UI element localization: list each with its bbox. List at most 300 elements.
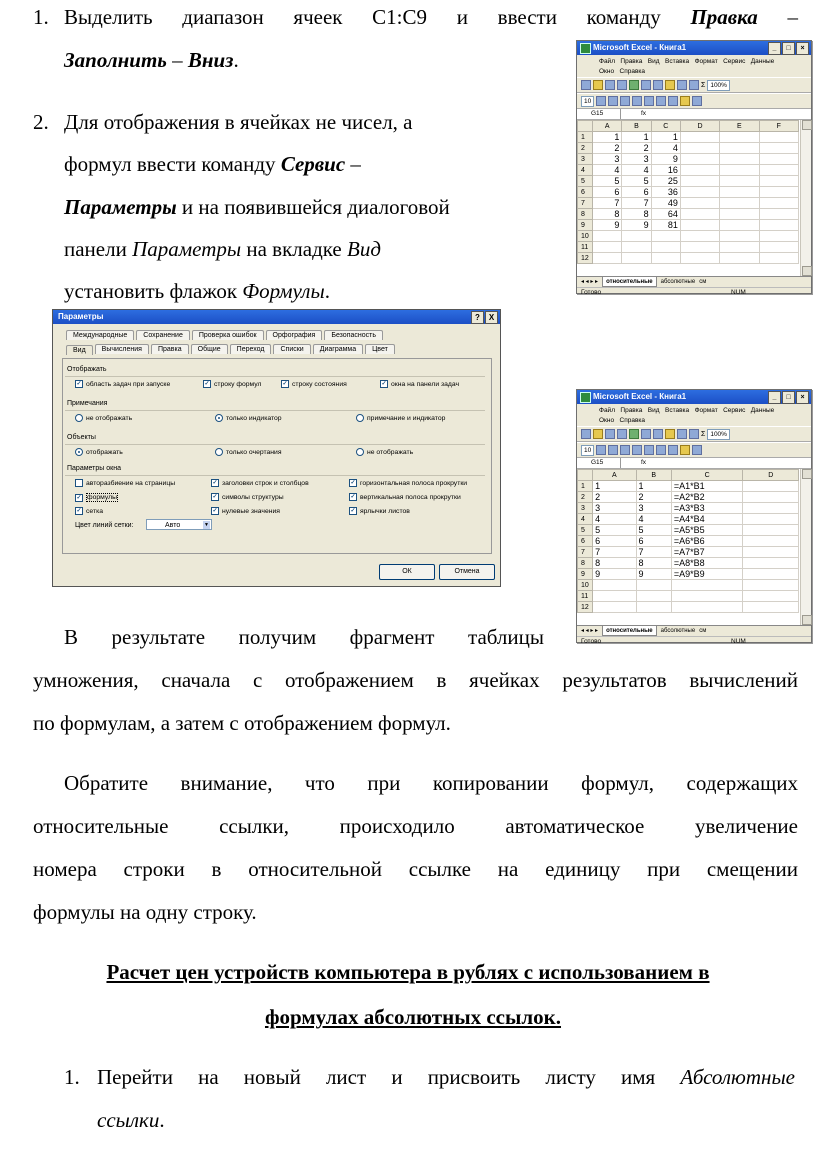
- cell[interactable]: [743, 602, 799, 613]
- cell[interactable]: 6: [622, 187, 651, 198]
- merge-icon[interactable]: [620, 96, 630, 106]
- cell[interactable]: [720, 242, 759, 253]
- cell[interactable]: [680, 165, 719, 176]
- indent-more-icon[interactable]: [668, 445, 678, 455]
- checkbox-taskpane[interactable]: ✓ область задач при запуске: [76, 380, 171, 388]
- cell[interactable]: =A2*B2: [671, 492, 743, 503]
- copy-icon[interactable]: [653, 429, 663, 439]
- cell[interactable]: [636, 591, 671, 602]
- border-icon[interactable]: [608, 96, 618, 106]
- cell[interactable]: [759, 220, 798, 231]
- cell[interactable]: [680, 198, 719, 209]
- cell[interactable]: [671, 591, 743, 602]
- cell[interactable]: 4: [622, 165, 651, 176]
- cell[interactable]: [759, 242, 798, 253]
- fill-color-icon[interactable]: [680, 96, 690, 106]
- column-header[interactable]: C: [651, 121, 680, 132]
- spell-icon[interactable]: [629, 429, 639, 439]
- cell[interactable]: =A4*B4: [671, 514, 743, 525]
- table-row: [578, 242, 799, 253]
- row-header[interactable]: 3: [578, 503, 593, 514]
- row-header[interactable]: 2: [578, 492, 593, 503]
- column-header[interactable]: D: [680, 121, 719, 132]
- cell[interactable]: =A8*B8: [671, 558, 743, 569]
- cell[interactable]: [680, 209, 719, 220]
- cell[interactable]: [593, 602, 636, 613]
- checkbox-sheet-tabs[interactable]: ✓ ярлычки листов: [350, 507, 410, 515]
- undo-icon[interactable]: [677, 429, 687, 439]
- cell[interactable]: [759, 165, 798, 176]
- row-header[interactable]: 4: [578, 165, 593, 176]
- cell[interactable]: [680, 242, 719, 253]
- cell[interactable]: [720, 176, 759, 187]
- row-header[interactable]: 9: [578, 220, 593, 231]
- cell[interactable]: =A1*B1: [671, 481, 743, 492]
- radio-objects-hide[interactable]: не отображать: [356, 448, 413, 456]
- radio-notes-none[interactable]: не отображать: [75, 414, 132, 422]
- cell[interactable]: 2: [636, 492, 671, 503]
- menu-window[interactable]: Окно: [599, 417, 615, 424]
- save-icon[interactable]: [605, 80, 615, 90]
- cell[interactable]: 36: [651, 187, 680, 198]
- cell[interactable]: [680, 132, 719, 143]
- vertical-scrollbar[interactable]: [800, 469, 811, 625]
- table-row: [578, 198, 799, 209]
- grid-color-select[interactable]: Авто ▼: [146, 519, 212, 530]
- print-icon[interactable]: [617, 80, 627, 90]
- cell[interactable]: 3: [593, 154, 622, 165]
- font-size-select[interactable]: 10: [581, 96, 594, 107]
- menu-view[interactable]: Вид: [647, 407, 660, 414]
- radio-objects-outline[interactable]: только очертания: [215, 448, 282, 456]
- new-icon[interactable]: [581, 80, 591, 90]
- cell[interactable]: 81: [651, 220, 680, 231]
- cell[interactable]: [743, 492, 799, 503]
- cell[interactable]: [743, 591, 799, 602]
- cell[interactable]: [680, 143, 719, 154]
- sheet-tabs: [577, 276, 811, 287]
- menu-file[interactable]: Файл: [599, 407, 615, 414]
- cell[interactable]: 8: [593, 558, 636, 569]
- status-num: NUM: [731, 638, 746, 645]
- cell[interactable]: [743, 514, 799, 525]
- para2-line2: относительные ссылки, происходило автоматическое увеличение: [33, 814, 798, 838]
- cell[interactable]: =A6*B6: [671, 536, 743, 547]
- cell[interactable]: 1: [651, 132, 680, 143]
- close-icon[interactable]: ×: [796, 42, 809, 55]
- row-header[interactable]: 12: [578, 253, 593, 264]
- tab-nav-arrows[interactable]: ◂ ◂ ▸ ▸: [581, 628, 599, 634]
- font-color-icon[interactable]: [692, 96, 702, 106]
- menu-data[interactable]: Данные: [750, 407, 775, 414]
- sheet-tab-other[interactable]: см: [699, 279, 707, 285]
- cell[interactable]: [743, 580, 799, 591]
- column-header[interactable]: B: [622, 121, 651, 132]
- spell-icon[interactable]: [629, 80, 639, 90]
- column-header[interactable]: D: [743, 470, 799, 481]
- cell[interactable]: [680, 231, 719, 242]
- cell[interactable]: 7: [636, 547, 671, 558]
- open-icon[interactable]: [593, 80, 603, 90]
- cell[interactable]: 7: [593, 547, 636, 558]
- column-header[interactable]: E: [720, 121, 759, 132]
- cell[interactable]: 9: [593, 569, 636, 580]
- open-icon[interactable]: [593, 429, 603, 439]
- print-icon[interactable]: [617, 429, 627, 439]
- tab-color[interactable]: Цвет: [365, 344, 395, 354]
- sheet-tab-relative[interactable]: относительные: [602, 626, 657, 636]
- row-header[interactable]: 8: [578, 558, 593, 569]
- menu-format[interactable]: Формат: [694, 407, 718, 414]
- checkbox-zero-values[interactable]: ✓ нулевые значения: [212, 507, 280, 515]
- cell[interactable]: [593, 242, 622, 253]
- row-header[interactable]: 5: [578, 176, 593, 187]
- status-num: NUM: [731, 289, 746, 296]
- select-all-corner[interactable]: [578, 470, 593, 481]
- select-all-corner[interactable]: [578, 121, 593, 132]
- row-header[interactable]: 9: [578, 569, 593, 580]
- column-header[interactable]: C: [671, 470, 743, 481]
- cell[interactable]: [671, 602, 743, 613]
- minimize-icon[interactable]: _: [768, 42, 781, 55]
- cell[interactable]: [680, 220, 719, 231]
- cell[interactable]: 1: [593, 132, 622, 143]
- table-row: [578, 580, 799, 591]
- close-icon[interactable]: ×: [796, 391, 809, 404]
- paste-icon[interactable]: [665, 429, 675, 439]
- cell[interactable]: [720, 198, 759, 209]
- tab-chart[interactable]: Диаграмма: [313, 344, 363, 354]
- menu-tools[interactable]: Сервис: [723, 407, 746, 414]
- cell[interactable]: 5: [593, 176, 622, 187]
- tab-edit[interactable]: Правка: [151, 344, 189, 354]
- row-header[interactable]: 2: [578, 143, 593, 154]
- checkbox-taskbar-windows[interactable]: ✓ окна на панели задач: [381, 380, 460, 388]
- cell[interactable]: [680, 187, 719, 198]
- row-header[interactable]: 1: [578, 481, 593, 492]
- row-header[interactable]: 3: [578, 154, 593, 165]
- cell[interactable]: [720, 253, 759, 264]
- undo-icon[interactable]: [677, 80, 687, 90]
- cancel-button[interactable]: Отмена: [439, 564, 495, 580]
- bold-icon[interactable]: [596, 96, 606, 106]
- cell[interactable]: 7: [593, 198, 622, 209]
- tab-spelling[interactable]: Орфография: [266, 330, 323, 340]
- group-objects-label: Объекты: [67, 434, 96, 441]
- maximize-icon[interactable]: □: [782, 42, 795, 55]
- list-number: 1.: [33, 5, 49, 29]
- cell[interactable]: 6: [593, 187, 622, 198]
- menu-tools[interactable]: Сервис: [723, 58, 746, 65]
- table-row: [578, 165, 799, 176]
- cell[interactable]: [759, 209, 798, 220]
- item3-line1: Перейти на новый лист и присвоить листу имя Абсолютные: [97, 1065, 795, 1089]
- menu-help[interactable]: Справка: [619, 417, 646, 424]
- cell[interactable]: 5: [622, 176, 651, 187]
- excel-app-icon: [580, 392, 591, 403]
- indent-more-icon[interactable]: [668, 96, 678, 106]
- checkbox-formulas[interactable]: ✓ формулы: [76, 494, 118, 501]
- cell[interactable]: [759, 132, 798, 143]
- cell[interactable]: [622, 242, 651, 253]
- cell[interactable]: [680, 253, 719, 264]
- cell[interactable]: 3: [636, 503, 671, 514]
- cell[interactable]: 8: [622, 209, 651, 220]
- menu-insert[interactable]: Вставка: [664, 58, 690, 65]
- row-header[interactable]: 7: [578, 198, 593, 209]
- tab-calculation[interactable]: Вычисления: [95, 344, 149, 354]
- column-header[interactable]: F: [759, 121, 798, 132]
- row-header[interactable]: 1: [578, 132, 593, 143]
- para2-line4: формулы на одну строку.: [33, 900, 257, 924]
- chevron-down-icon[interactable]: ▼: [204, 522, 209, 528]
- align-icon[interactable]: [632, 96, 642, 106]
- menu-insert[interactable]: Вставка: [664, 407, 690, 414]
- tab-transition[interactable]: Переход: [230, 344, 272, 354]
- row-header[interactable]: 8: [578, 209, 593, 220]
- tab-nav-arrows[interactable]: ◂ ◂ ▸ ▸: [581, 279, 599, 285]
- cell[interactable]: 3: [622, 154, 651, 165]
- checkbox-gridlines[interactable]: ✓ сетка: [76, 507, 103, 515]
- row-header[interactable]: 6: [578, 536, 593, 547]
- item2-line3: Параметры и на появившейся диалоговой: [64, 195, 450, 219]
- align-icon[interactable]: [632, 445, 642, 455]
- menu-data[interactable]: Данные: [750, 58, 775, 65]
- checkbox-formula-bar[interactable]: ✓ строку формул: [204, 380, 262, 388]
- bold-icon[interactable]: [596, 445, 606, 455]
- cell[interactable]: [593, 591, 636, 602]
- cell[interactable]: [622, 231, 651, 242]
- checkbox-status-bar[interactable]: ✓ строку состояния: [282, 380, 347, 388]
- cell[interactable]: [622, 253, 651, 264]
- list-number: 2.: [33, 110, 49, 134]
- tab-general[interactable]: Общие: [191, 344, 228, 354]
- cell[interactable]: 64: [651, 209, 680, 220]
- tab-lists[interactable]: Списки: [273, 344, 310, 354]
- cell[interactable]: [651, 231, 680, 242]
- sheet-tab-other[interactable]: см: [699, 628, 707, 634]
- radio-notes-both[interactable]: примечание и индикатор: [356, 414, 445, 422]
- cell[interactable]: [759, 143, 798, 154]
- cell[interactable]: [759, 176, 798, 187]
- cell[interactable]: 49: [651, 198, 680, 209]
- autosum-icon[interactable]: Σ: [701, 430, 706, 438]
- cell[interactable]: [720, 154, 759, 165]
- cell[interactable]: [743, 525, 799, 536]
- row-header[interactable]: 10: [578, 580, 593, 591]
- name-box[interactable]: G15: [577, 458, 621, 468]
- row-header[interactable]: 10: [578, 231, 593, 242]
- ok-button[interactable]: ОК: [379, 564, 435, 580]
- cell[interactable]: 1: [622, 132, 651, 143]
- save-icon[interactable]: [605, 429, 615, 439]
- close-icon[interactable]: X: [485, 311, 498, 324]
- table-row: [578, 525, 799, 536]
- percent-icon[interactable]: [644, 96, 654, 106]
- fill-color-icon[interactable]: [680, 445, 690, 455]
- indent-icon[interactable]: [656, 445, 666, 455]
- menu-edit[interactable]: Правка: [620, 58, 643, 65]
- checkbox-row-col-headers[interactable]: ✓ заголовки строк и столбцов: [212, 479, 309, 487]
- cell[interactable]: 5: [593, 525, 636, 536]
- cell[interactable]: [636, 580, 671, 591]
- cell[interactable]: 9: [622, 220, 651, 231]
- cell[interactable]: 9: [651, 154, 680, 165]
- cell[interactable]: [759, 154, 798, 165]
- menu-view[interactable]: Вид: [647, 58, 660, 65]
- cell[interactable]: 4: [593, 514, 636, 525]
- cell[interactable]: 7: [622, 198, 651, 209]
- standard-toolbar: [577, 77, 811, 93]
- cell[interactable]: 6: [593, 536, 636, 547]
- sheet-tab-relative[interactable]: относительные: [602, 277, 657, 287]
- menu-window[interactable]: Окно: [599, 68, 615, 75]
- cell[interactable]: [720, 220, 759, 231]
- table-row: [578, 503, 799, 514]
- minimize-icon[interactable]: _: [768, 391, 781, 404]
- cell[interactable]: [593, 253, 622, 264]
- tab-international[interactable]: Международные: [66, 330, 134, 340]
- row-header[interactable]: 5: [578, 525, 593, 536]
- column-header[interactable]: A: [593, 121, 622, 132]
- cell[interactable]: [720, 187, 759, 198]
- row-header[interactable]: 11: [578, 591, 593, 602]
- group-notes-label: Примечания: [67, 400, 108, 407]
- cell[interactable]: =A7*B7: [671, 547, 743, 558]
- row-header[interactable]: 4: [578, 514, 593, 525]
- row-header[interactable]: 6: [578, 187, 593, 198]
- menu-edit[interactable]: Правка: [620, 407, 643, 414]
- sheet-tab-absolute[interactable]: абсолютные: [660, 628, 696, 634]
- cell[interactable]: 8: [593, 209, 622, 220]
- cell[interactable]: [759, 187, 798, 198]
- cell[interactable]: 25: [651, 176, 680, 187]
- cell[interactable]: 3: [593, 503, 636, 514]
- radio-notes-indicator[interactable]: только индикатор: [215, 414, 282, 422]
- cell[interactable]: =A9*B9: [671, 569, 743, 580]
- checkbox-v-scroll[interactable]: ✓ вертикальная полоса прокрутки: [350, 493, 461, 501]
- zoom-select[interactable]: 100%: [707, 429, 730, 440]
- border-icon[interactable]: [608, 445, 618, 455]
- help-icon[interactable]: ?: [471, 311, 484, 324]
- row-header[interactable]: 11: [578, 242, 593, 253]
- zoom-select[interactable]: 100%: [707, 80, 730, 91]
- cell[interactable]: 2: [622, 143, 651, 154]
- cell[interactable]: =A3*B3: [671, 503, 743, 514]
- copy-icon[interactable]: [653, 80, 663, 90]
- cell[interactable]: =A5*B5: [671, 525, 743, 536]
- cell[interactable]: 16: [651, 165, 680, 176]
- sheet-tab-absolute[interactable]: абсолютные: [660, 279, 696, 285]
- cell[interactable]: [743, 503, 799, 514]
- tab-security[interactable]: Безопасность: [324, 330, 383, 340]
- cell[interactable]: 9: [636, 569, 671, 580]
- tab-error-check[interactable]: Проверка ошибок: [192, 330, 264, 340]
- cell[interactable]: [743, 536, 799, 547]
- checkbox-h-scroll[interactable]: ✓ горизонтальная полоса прокрутки: [350, 479, 468, 487]
- new-icon[interactable]: [581, 429, 591, 439]
- cell[interactable]: [720, 132, 759, 143]
- cut-icon[interactable]: [641, 429, 651, 439]
- checkbox-outline-symbols[interactable]: ✓ символы структуры: [212, 493, 284, 501]
- row-header[interactable]: 7: [578, 547, 593, 558]
- cell[interactable]: [759, 253, 798, 264]
- redo-icon[interactable]: [689, 429, 699, 439]
- cell[interactable]: [651, 242, 680, 253]
- section-heading-line1: Расчет цен устройств компьютера в рублях с использованием в: [106, 960, 710, 984]
- cell[interactable]: [743, 547, 799, 558]
- menu-file[interactable]: Файл: [599, 58, 615, 65]
- cell[interactable]: [743, 558, 799, 569]
- cell[interactable]: 1: [593, 481, 636, 492]
- menu-help[interactable]: Справка: [619, 68, 646, 75]
- cell[interactable]: [759, 231, 798, 242]
- cell[interactable]: [680, 176, 719, 187]
- cell[interactable]: [593, 580, 636, 591]
- cell[interactable]: 4: [593, 165, 622, 176]
- redo-icon[interactable]: [689, 80, 699, 90]
- cell[interactable]: [636, 602, 671, 613]
- cell[interactable]: [720, 209, 759, 220]
- cell[interactable]: [680, 154, 719, 165]
- autosum-icon[interactable]: Σ: [701, 81, 706, 89]
- font-size-select[interactable]: 10: [581, 445, 594, 456]
- cell[interactable]: 5: [636, 525, 671, 536]
- cell[interactable]: 4: [651, 143, 680, 154]
- radio-objects-show[interactable]: отображать: [75, 448, 123, 456]
- cell[interactable]: 1: [636, 481, 671, 492]
- menu-format[interactable]: Формат: [694, 58, 718, 65]
- checkbox-page-breaks[interactable]: авторазбиение на страницы: [75, 479, 175, 487]
- cell[interactable]: [651, 253, 680, 264]
- cell[interactable]: [671, 580, 743, 591]
- paste-icon[interactable]: [665, 80, 675, 90]
- fx-icon: fx: [641, 110, 647, 117]
- name-box[interactable]: G15: [577, 109, 621, 119]
- row-header[interactable]: 12: [578, 602, 593, 613]
- cell[interactable]: [720, 143, 759, 154]
- item2-line1: Для отображения в ячейках не чисел, а: [64, 110, 413, 134]
- cell[interactable]: 6: [636, 536, 671, 547]
- cell[interactable]: 2: [593, 143, 622, 154]
- dialog-title-bar: Параметры ? X: [53, 310, 500, 324]
- cell[interactable]: 4: [636, 514, 671, 525]
- tab-view[interactable]: Вид: [66, 345, 93, 355]
- font-color-icon[interactable]: [692, 445, 702, 455]
- cell[interactable]: [743, 481, 799, 492]
- cell[interactable]: [593, 231, 622, 242]
- cell[interactable]: 2: [593, 492, 636, 503]
- tab-save[interactable]: Сохранение: [136, 330, 190, 340]
- table-row: [578, 514, 799, 525]
- merge-icon[interactable]: [620, 445, 630, 455]
- vertical-scrollbar[interactable]: [800, 120, 811, 276]
- maximize-icon[interactable]: □: [782, 391, 795, 404]
- table-row: [578, 143, 799, 154]
- percent-icon[interactable]: [644, 445, 654, 455]
- cut-icon[interactable]: [641, 80, 651, 90]
- item2-line5: установить флажок Формулы.: [64, 279, 330, 303]
- cell[interactable]: [720, 231, 759, 242]
- cell[interactable]: 8: [636, 558, 671, 569]
- cell[interactable]: [720, 165, 759, 176]
- cell[interactable]: 9: [593, 220, 622, 231]
- cell[interactable]: [743, 569, 799, 580]
- indent-icon[interactable]: [656, 96, 666, 106]
- cell[interactable]: [759, 198, 798, 209]
- column-header[interactable]: A: [593, 470, 636, 481]
- column-header[interactable]: B: [636, 470, 671, 481]
